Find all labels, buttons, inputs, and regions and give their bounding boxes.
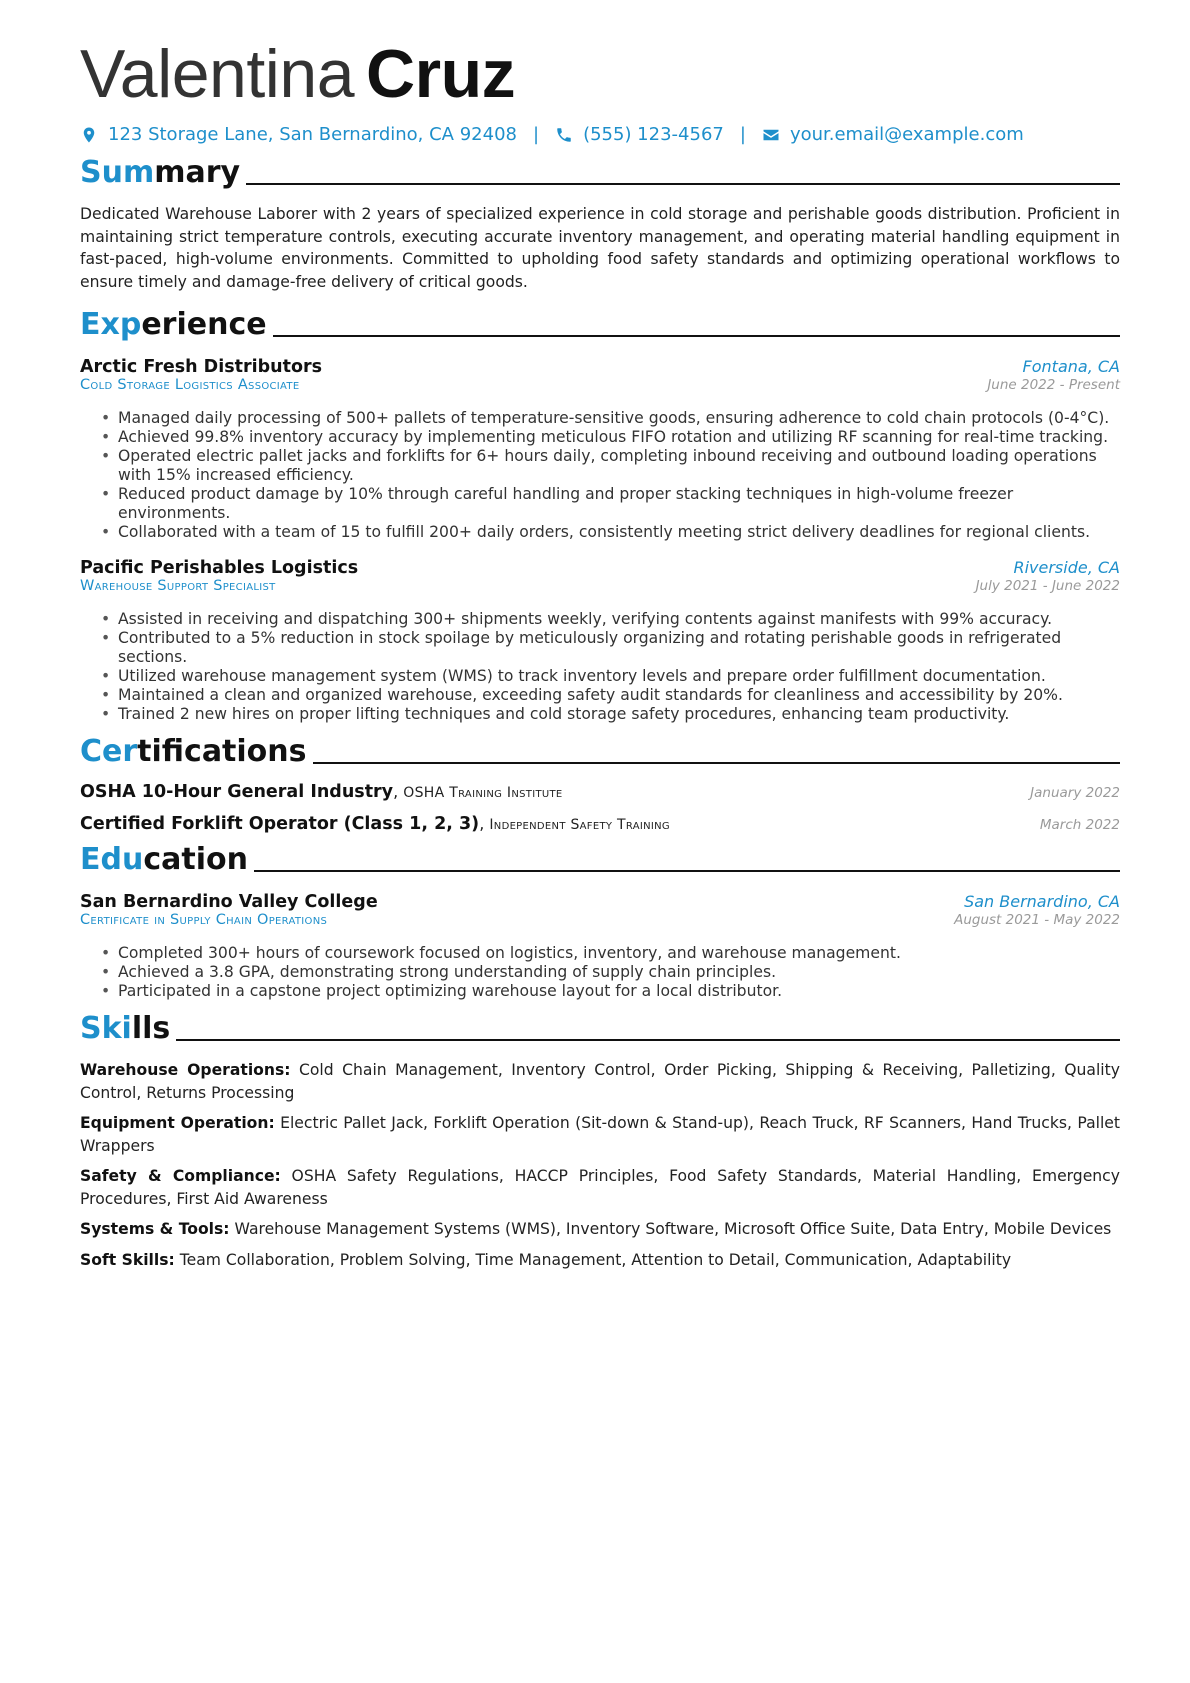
list-item: • Participated in a capstone project optimizing warehouse layout for a local distributor.: [101, 982, 1120, 1001]
section-title-rest: lls: [131, 1011, 171, 1046]
contact-bar: [80, 124, 1120, 145]
section-title: [80, 307, 267, 343]
certification-name: Certified Forklift Operator (Class 1, 2, 3): [80, 814, 480, 834]
map-marker-icon: [80, 126, 98, 144]
section-title: [80, 842, 248, 878]
list-item: • Completed 300+ hours of coursework focused on logistics, inventory, and warehouse management.: [101, 944, 1120, 963]
last-name: Cruz: [366, 36, 516, 112]
certification-name: OSHA 10-Hour General Industry: [80, 782, 394, 802]
list-item: • Operated electric pallet jacks and forklifts for 6+ hours daily, completing inbound receiving and outbound loading operations with 15% increased efficiency.: [101, 447, 1120, 485]
certification-item: Certified Forklift Operator (Class 1, 2, 3), Independent Safety Training March 2022: [80, 814, 1120, 834]
job-location: Riverside, CA: [1013, 558, 1120, 577]
section-title-rest: cation: [143, 842, 248, 877]
section-title: [80, 734, 307, 770]
section-title: [80, 155, 240, 191]
email-text: your.email@example.com: [789, 124, 1024, 145]
certification-item: OSHA 10-Hour General Industry, OSHA Training Institute January 2022: [80, 782, 1120, 802]
list-item: • Assisted in receiving and dispatching 300+ shipments weekly, verifying contents against manifests with 99% accuracy.: [101, 610, 1120, 629]
skill-group: [80, 1249, 1120, 1272]
skill-list: Electric Pallet Jack, Forklift Operation (Sit-down & Stand-up), Reach Truck, RF Scanners, Hand Trucks, Pallet Wrappers: [80, 1114, 1121, 1155]
job-title: Warehouse Support Specialist: [80, 578, 276, 594]
skill-label: Systems & Tools:: [80, 1220, 230, 1238]
section-title-accent: Exp: [80, 307, 142, 342]
address-item: [80, 124, 517, 145]
list-item: • Utilized warehouse management system (WMS) to track inventory levels and prepare order fulfillment documentation.: [101, 667, 1120, 686]
list-item: • Managed daily processing of 500+ pallets of temperature-sensitive goods, ensuring adherence to cold chain protocols (0-4°C).: [101, 409, 1120, 428]
skill-label: Warehouse Operations:: [80, 1061, 291, 1079]
education-dates: August 2021 - May 2022: [954, 912, 1120, 928]
section-title-rest: mary: [154, 155, 241, 190]
certification-date: January 2022: [1030, 785, 1120, 801]
certification-issuer: OSHA Training Institute: [403, 785, 563, 801]
school-location: San Bernardino, CA: [964, 892, 1120, 911]
section-title-rest: erience: [141, 307, 267, 342]
contact-separator: |: [739, 124, 746, 145]
list-item: • Achieved a 3.8 GPA, demonstrating strong understanding of supply chain principles.: [101, 963, 1120, 982]
degree-title: Certificate in Supply Chain Operations: [80, 912, 328, 928]
certification-issuer: Independent Safety Training: [489, 817, 670, 833]
list-item: • Contributed to a 5% reduction in stock spoilage by meticulously organizing and rotating perishable goods in refrigerated sections.: [101, 629, 1120, 667]
list-item: • Maintained a clean and organized warehouse, exceeding safety audit standards for cleanliness and accessibility by 20%.: [101, 686, 1120, 705]
job-dates: June 2022 - Present: [987, 377, 1120, 393]
section-rule: [254, 870, 1120, 872]
skill-list: Team Collaboration, Problem Solving, Time Management, Attention to Detail, Communication, Adaptability: [179, 1250, 1012, 1269]
section-title-accent: Ski: [80, 1011, 132, 1046]
section-title-rest: tifications: [137, 734, 307, 769]
section-title-accent: Edu: [80, 842, 144, 877]
section-title-accent: Cer: [80, 734, 138, 769]
certifications-heading: [80, 734, 1120, 770]
phone-item[interactable]: [555, 124, 724, 145]
skill-label: Soft Skills:: [80, 1250, 175, 1269]
job-bullets: [80, 409, 1120, 542]
section-rule: [246, 183, 1120, 185]
section-title: [80, 1011, 170, 1047]
skill-group: [80, 1218, 1120, 1241]
job-location: Fontana, CA: [1022, 357, 1120, 376]
experience-heading: [80, 307, 1120, 343]
job-dates: July 2021 - June 2022: [975, 578, 1120, 594]
section-rule: [176, 1039, 1120, 1041]
skills-heading: [80, 1011, 1120, 1047]
certification-date: March 2022: [1039, 817, 1120, 833]
list-item: • Achieved 99.8% inventory accuracy by implementing meticulous FIFO rotation and utilizing RF scanning for real-time tracking.: [101, 428, 1120, 447]
section-rule: [273, 335, 1120, 337]
list-item: • Reduced product damage by 10% through careful handling and proper stacking techniques in high-volume freezer environments.: [101, 485, 1120, 523]
job-entry: [80, 558, 1120, 724]
skill-label: Safety & Compliance:: [80, 1167, 281, 1185]
summary-text: Dedicated Warehouse Laborer with 2 years of specialized experience in cold storage and perishable goods distribution. Proficient in maintaining strict temperature controls, executing accurate inventory management, and operating material handling equipment in fast-paced, high-volume environments. Committed to upholding food safety standards and optimizing operational workflows to ensure timely and damage-free delivery of critical goods.: [80, 205, 1120, 291]
job-bullets: [80, 610, 1120, 724]
skill-label: Equipment Operation:: [80, 1114, 275, 1132]
summary-heading: [80, 155, 1120, 191]
list-item: • Collaborated with a team of 15 to fulfill 200+ daily orders, consistently meeting strict delivery deadlines for regional clients.: [101, 523, 1120, 542]
education-heading: [80, 842, 1120, 878]
candidate-name: [80, 32, 1120, 116]
address-text: 123 Storage Lane, San Bernardino, CA 92408: [108, 124, 517, 145]
education-bullets: [80, 944, 1120, 1001]
skill-group: [80, 1059, 1120, 1104]
school-name: San Bernardino Valley College: [80, 892, 378, 912]
envelope-icon: [762, 126, 780, 144]
company-name: Pacific Perishables Logistics: [80, 558, 359, 578]
skill-list: Warehouse Management Systems (WMS), Inventory Software, Microsoft Office Suite, Data Entry, Mobile Devices: [234, 1220, 1112, 1238]
list-item: • Trained 2 new hires on proper lifting techniques and cold storage safety procedures, enhancing team productivity.: [101, 705, 1120, 724]
job-entry: [80, 357, 1120, 542]
company-name: Arctic Fresh Distributors: [80, 357, 323, 377]
phone-text: (555) 123-4567: [583, 124, 724, 145]
email-item[interactable]: [762, 124, 1024, 145]
section-title-accent: Sum: [80, 155, 155, 190]
skill-group: [80, 1165, 1120, 1210]
phone-icon: [555, 126, 573, 144]
skill-list: OSHA Safety Regulations, HACCP Principles, Food Safety Standards, Material Handling, Emergency Procedures, First Aid Awareness: [80, 1167, 1120, 1208]
first-name: Valentina: [80, 36, 355, 112]
skill-group: [80, 1112, 1120, 1157]
contact-separator: |: [532, 124, 540, 145]
job-title: Cold Storage Logistics Associate: [80, 377, 300, 393]
education-entry: [80, 892, 1120, 1001]
section-rule: [313, 762, 1120, 764]
skill-list: Cold Chain Management, Inventory Control, Order Picking, Shipping & Receiving, Palletizing, Quality Control, Returns Processing: [80, 1061, 1120, 1102]
